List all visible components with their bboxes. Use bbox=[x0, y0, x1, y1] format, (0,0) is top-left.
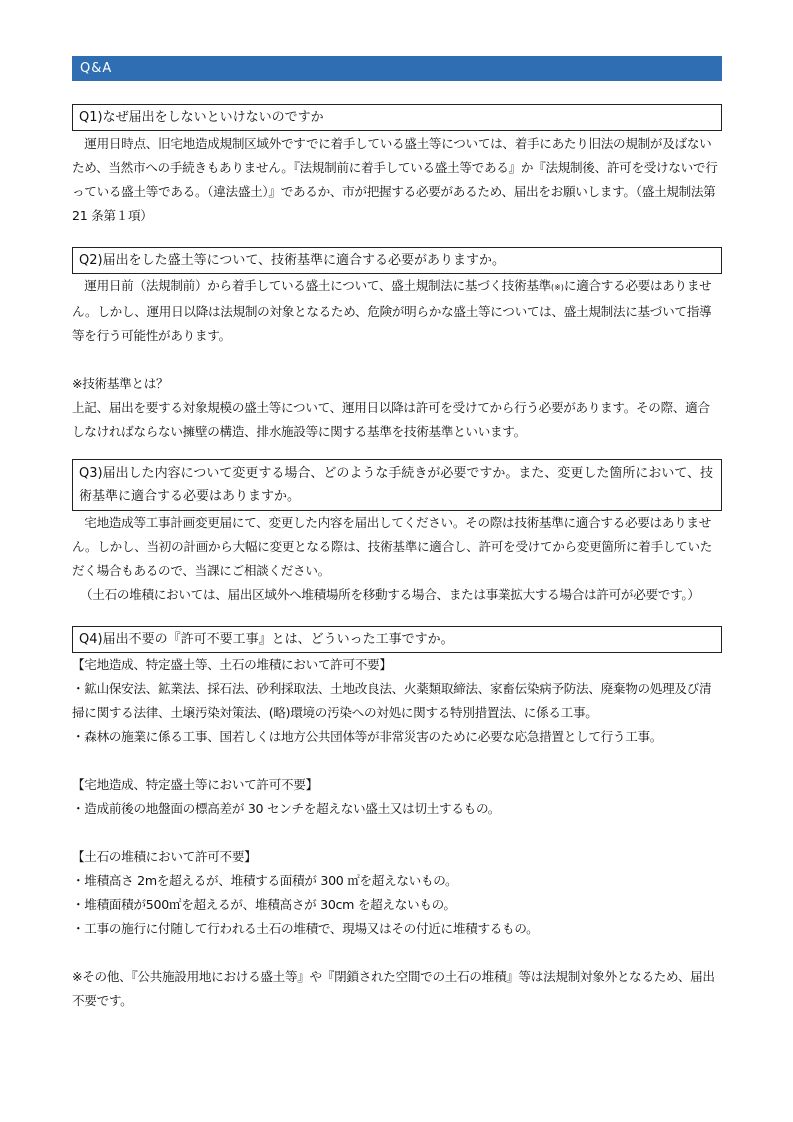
q1-question-box bbox=[72, 104, 722, 131]
q1-question: Q1)なぜ届出をしないといけないのですか bbox=[79, 110, 324, 125]
q4-group3-item2: ・堆積面積が500㎡を超えるが、堆積高さが 30cm を超えないもの。 bbox=[72, 897, 456, 912]
q3-answer: 宅地造成等工事計画変更届にて、変更した内容を届出してください。その際は技術基準に適合する必要はありません。しかし、当初の計画から大幅に変更となる際は、技術基準に適合し、許可を受けてから変更箇所に着手していただく場合もあるので、当課にご相談ください。 bbox=[72, 515, 713, 578]
q2-answer bbox=[72, 274, 722, 348]
q2-question-box bbox=[72, 247, 722, 274]
q2-note-title: ※技術基準とは？ bbox=[72, 376, 169, 391]
q3-question-box bbox=[72, 459, 722, 511]
q4-group3-title: 【土石の堆積において許可不要】 bbox=[72, 849, 257, 864]
q2-answer-post: に適合する必要はありません。しかし、運用日以降は法規制の対象となるため、危険が明らかな盛土等については、盛土規制法に基づいて指導等を行う可能性があります。 bbox=[72, 278, 712, 343]
q4-question-box bbox=[72, 626, 722, 653]
q3-question: Q3)届出した内容について変更する場合、どのような手続きが必要ですか。また、変更した箇所において、技術基準に適合する必要はありますか。 bbox=[79, 466, 714, 504]
q2-answer-pre: 運用日前（法規制前）から着手している盛土について、盛土規制法に基づく技術基準 bbox=[72, 278, 551, 293]
q4-group1-item2: ・森林の施業に係る工事、国若しくは地方公共団体等が非常災害のために必要な応急措置として行う工事。 bbox=[72, 729, 663, 744]
q4-group1-item1: ・鉱山保安法、鉱業法、採石法、砂利採取法、土地改良法、火薬類取締法、家畜伝染病予防法、廃棄物の処理及び清掃に関する法律、土壌汚染対策法、(略)環境の汚染への対処に関する特別措置法、に係る工事。 bbox=[72, 681, 712, 720]
q4-group3-item3: ・工事の施行に付随して行われる土石の堆積で、現場又はその付近に堆積するもの。 bbox=[72, 921, 539, 936]
q2-answer-note-mark: (※) bbox=[550, 283, 564, 292]
q4-group3-item1: ・堆積高さ 2mを超えるが、堆積する面積が 300 ㎡を超えないもの。 bbox=[72, 873, 458, 888]
q4-group2-item1: ・造成前後の地盤面の標高差が 30 センチを超えない盛土又は切土するもの。 bbox=[72, 801, 501, 816]
qa-page bbox=[72, 56, 722, 1013]
section-header bbox=[72, 56, 722, 81]
q1-answer: 運用日時点、旧宅地造成規制区域外ですでに着手している盛土等については、着手にあたり旧法の規制が及ばないため、当然市への手続きもありません。『法規制前に着手している盛土等である』か『法規制後、許可を受けないで行っている盛土等である。（違法盛土）』であるか、市が把握する必要があるため、届出をお願いします。（盛土規制法第 21 条第１項） bbox=[72, 136, 718, 223]
q4-question: Q4)届出不要の『許可不要工事』とは、どういった工事ですか。 bbox=[79, 632, 454, 647]
section-title: Q&A bbox=[80, 61, 113, 76]
q2-note-body: 上記、届出を要する対象規模の盛土等について、運用日以降は許可を受けてから行う必要があります。その際、適合しなければならない擁壁の構造、排水施設等に関する基準を技術基準といいます。 bbox=[72, 400, 710, 439]
q3-answer-note: （土石の堆積においては、届出区域外へ堆積場所を移動する場合、または事業拡大する場合は許可が必要です。） bbox=[80, 587, 700, 602]
q4-group2-title: 【宅地造成、特定盛土等において許可不要】 bbox=[72, 777, 318, 792]
q4-footer-note: ※その他、『公共施設用地における盛土等』や『閉鎖された空間での土石の堆積』等は法規制対象外となるため、届出不要です。 bbox=[72, 969, 715, 1008]
q2-question: Q2)届出をした盛土等について、技術基準に適合する必要がありますか。 bbox=[79, 253, 506, 268]
q4-group1-title: 【宅地造成、特定盛土等、土石の堆積において許可不要】 bbox=[72, 657, 392, 672]
